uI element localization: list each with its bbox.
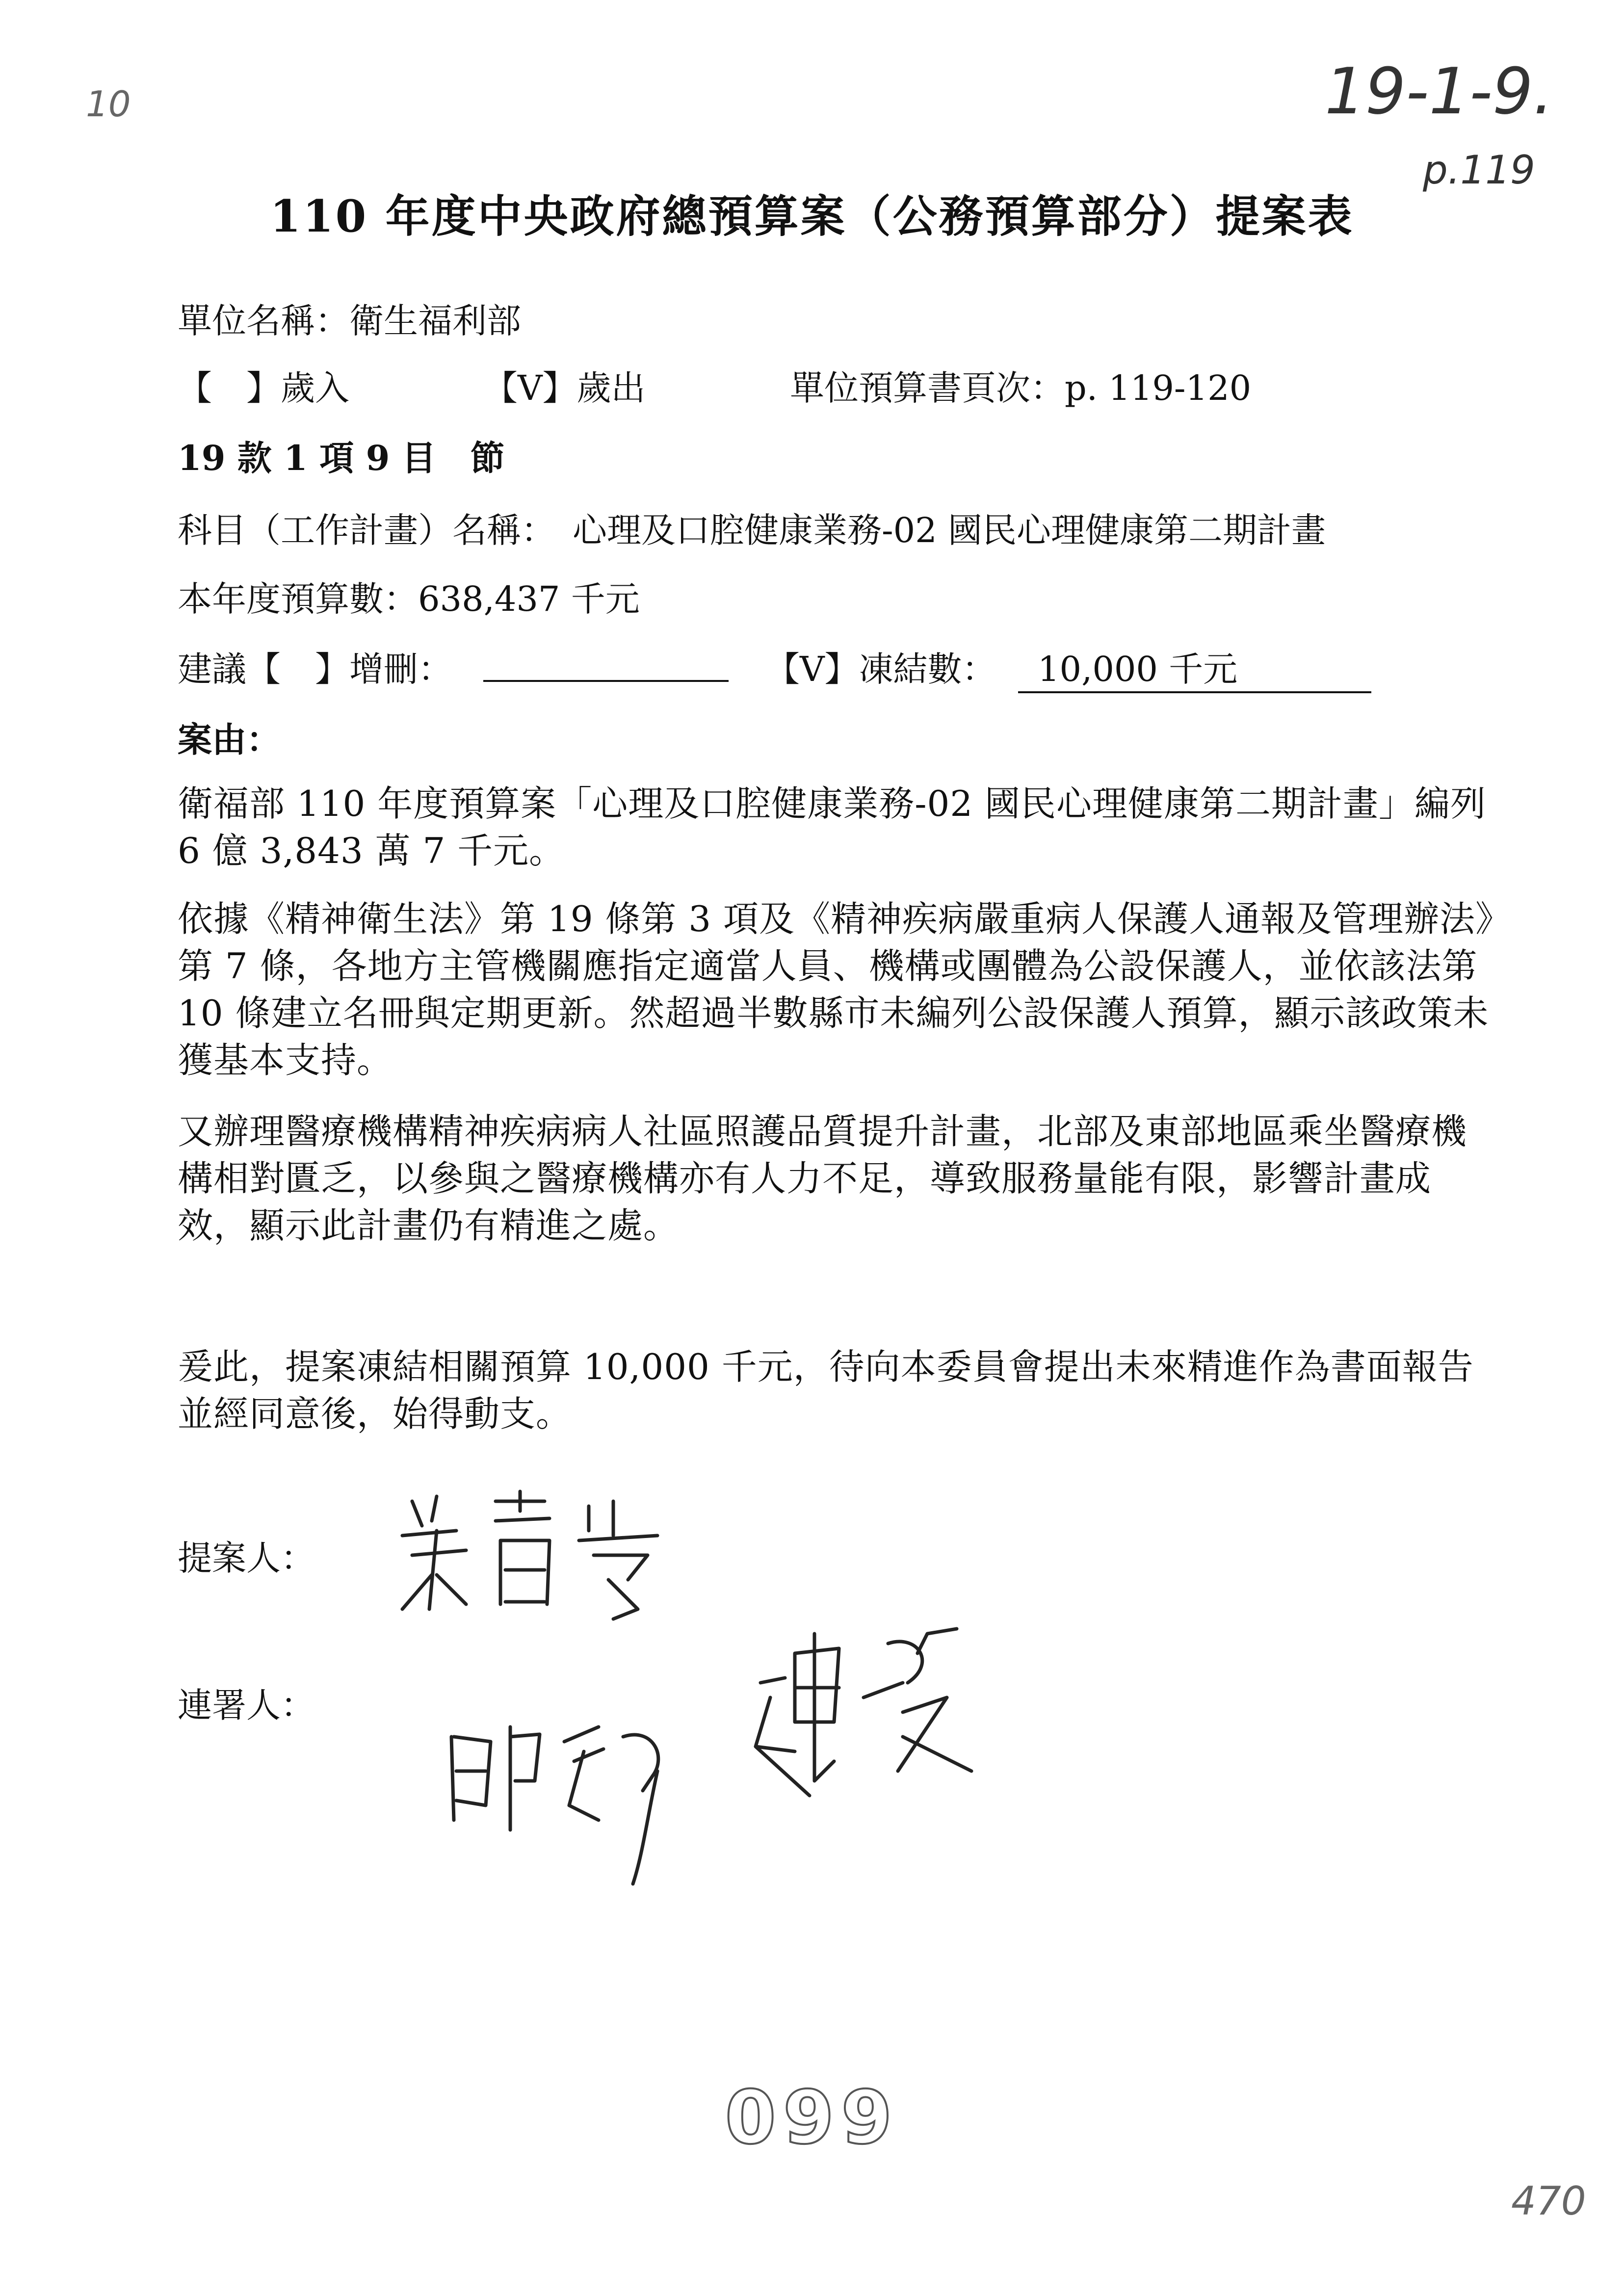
reason-heading: 案由： (178, 719, 281, 760)
freeze-amount-value: 10,000 千元 (1038, 649, 1238, 689)
unit-name: 單位名稱：衛生福利部 (178, 301, 521, 341)
expenditure-checkbox-label: 【V】歲出 (483, 368, 646, 408)
page-number: 099 (725, 2075, 899, 2161)
revenue-checkbox-label: 【 】歲入 (178, 368, 349, 408)
handwritten-bottom-mark: 470 (1511, 2178, 1586, 2224)
handwritten-date: 19-1-9. (1325, 54, 1553, 129)
proposer-signature (383, 1482, 677, 1629)
proposal-adjust-label: 建議【 】增刪： (178, 649, 452, 689)
cosigner-signature-2 (741, 1624, 996, 1820)
proposer-label: 提案人： (178, 1538, 315, 1578)
adjust-amount-blank (483, 642, 729, 682)
freeze-amount (1018, 642, 1371, 693)
budget-page-reference: 單位預算書頁次：p. 119-120 (790, 368, 1252, 408)
subject-name: 科目（工作計畫）名稱： 心理及口腔健康業務-02 國民心理健康第二期計畫 (178, 510, 1326, 550)
paragraph-2: 依據《精神衛生法》第 19 條第 3 項及《精神疾病嚴重病人保護人通報及管理辦法》第 7 條，各地方主管機關應指定適當人員、機構或團體為公設保護人，並依該法第 10 條建立名冊與定期更新。然超過半數縣市未編列公設保護人預算，顯示該政策未獲基本支持。 (178, 898, 1493, 1081)
freeze-label: 【V】凍結數： (765, 649, 996, 689)
handwritten-corner-mark: 10 (86, 83, 131, 125)
paragraph-4: 爰此，提案凍結相關預算 10,000 千元，待向本委員會提出未來精進作為書面報告並經同意後，始得動支。 (178, 1346, 1474, 1435)
paragraph-1: 衛福部 110 年度預算案「心理及口腔健康業務-02 國民心理健康第二期計畫」編列 6 億 3,843 萬 7 千元。 (178, 783, 1487, 871)
cosigner-signature-1 (437, 1707, 692, 1894)
paragraph-3: 又辦理醫療機構精神疾病病人社區照護品質提升計畫，北部及東部地區乘坐醫療機構相對匱乏，以參與之醫療機構亦有人力不足，導致服務量能有限，影響計畫成效，顯示此計畫仍有精進之處。 (178, 1111, 1467, 1246)
page-title: 110 年度中央政府總預算案（公務預算部分）提案表 (270, 190, 1354, 242)
section-line: 19 款 1 項 9 目 節 (178, 438, 505, 478)
handwritten-page-ref: p.119 (1423, 147, 1535, 193)
budget-amount: 本年度預算數：638,437 千元 (178, 579, 640, 619)
cosigner-label: 連署人： (178, 1685, 315, 1725)
